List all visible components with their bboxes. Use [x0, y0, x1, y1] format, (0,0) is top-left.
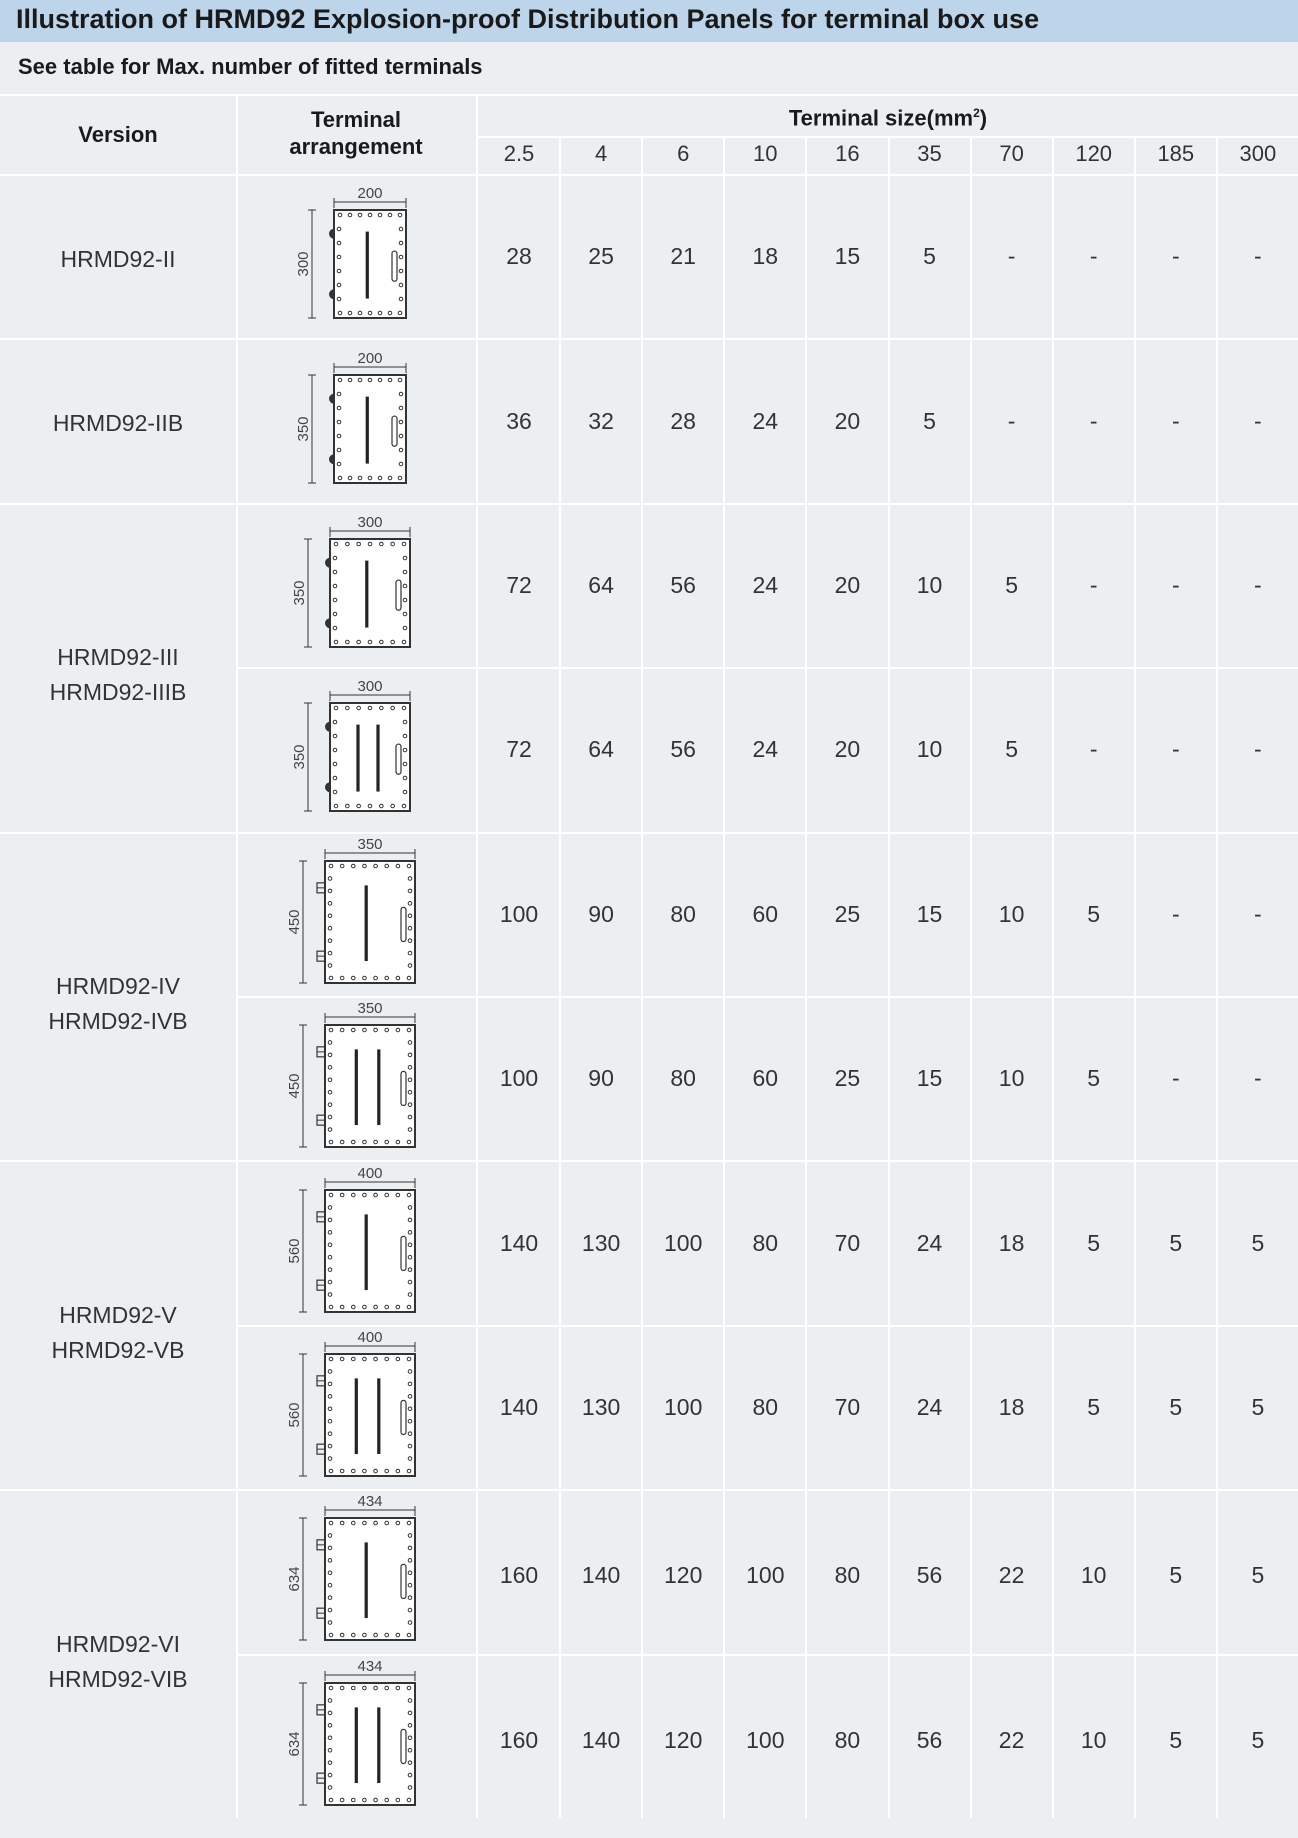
terminal-arrangement-header: Terminal arrangement: [289, 107, 423, 159]
terminal-size-label: 70: [999, 141, 1024, 166]
table-cell: 56: [670, 736, 696, 763]
table-cell: 160: [499, 1562, 539, 1589]
table-cell: -: [1171, 407, 1180, 434]
table-cell: 20: [834, 407, 861, 434]
terminal-arrangement-diagram: [294, 184, 426, 324]
hinge-icon: [325, 558, 330, 568]
table-cell: 24: [916, 1229, 943, 1256]
terminal-arrangement-diagram: [285, 1657, 435, 1811]
width-dimension-label: 300: [357, 678, 383, 696]
din-rail: [355, 1378, 358, 1454]
enclosure-outline: [334, 375, 406, 483]
table-cell: 22: [998, 1726, 1025, 1753]
table-cell: 60: [752, 900, 779, 927]
height-dimension-label: 560: [286, 1238, 303, 1264]
terminal-arrangement-diagram: [285, 1164, 435, 1318]
grid-line: [236, 1654, 1298, 1656]
table-cell: 90: [588, 900, 614, 927]
table-cell: 15: [834, 243, 861, 270]
table-cell: 130: [581, 1229, 621, 1256]
table-cell: 10: [916, 736, 943, 763]
grid-line: [0, 832, 1298, 834]
grid-line: [236, 1325, 1298, 1327]
grid-line: [236, 94, 238, 1818]
terminal-arrangement-diagram: [285, 835, 435, 989]
table-cell: 18: [998, 1394, 1025, 1420]
table-cell: 80: [670, 900, 696, 927]
terminal-arrangement-diagram: [294, 349, 426, 489]
table-cell: 22: [998, 1562, 1025, 1589]
height-dimension-label: 634: [286, 1566, 303, 1592]
table-cell: 10: [1080, 1726, 1107, 1753]
din-rail: [366, 232, 369, 299]
table-cell: 70: [834, 1229, 861, 1256]
table-cell: -: [1254, 900, 1262, 927]
table-cell: 5: [1169, 1229, 1183, 1256]
table-cell: 5: [1169, 1394, 1183, 1420]
table-cell: 18: [998, 1229, 1025, 1256]
grid-line: [0, 94, 1298, 96]
terminal-arrangement-diagram: [290, 513, 430, 653]
terminal-size-label: 185: [1157, 141, 1195, 166]
table-cell: -: [1254, 736, 1262, 763]
table-cell: -: [1171, 243, 1180, 270]
grid-line: [0, 174, 1298, 176]
table-cell: 100: [499, 900, 539, 927]
hinge-icon: [329, 393, 334, 403]
din-rail: [356, 725, 359, 792]
height-dimension-label: 634: [286, 1731, 303, 1757]
table-cell: 5: [1005, 572, 1018, 598]
width-dimension-label: 300: [357, 514, 383, 531]
table-cell: -: [1171, 900, 1180, 927]
table-cell: 64: [588, 572, 614, 598]
table-cell: 10: [1080, 1562, 1107, 1589]
width-dimension-label: 434: [357, 1657, 383, 1675]
version-name: HRMD92-VI HRMD92-VIB: [48, 1630, 188, 1692]
table-cell: 25: [588, 243, 614, 270]
width-dimension-label: 400: [357, 1329, 383, 1346]
table-cell: 140: [581, 1726, 621, 1753]
din-rail: [377, 1050, 380, 1126]
height-dimension-label: 560: [286, 1402, 303, 1428]
din-rail: [355, 1707, 358, 1783]
din-rail: [366, 396, 369, 463]
table-cell: 15: [916, 1065, 943, 1092]
height-dimension-label: 450: [286, 1073, 303, 1099]
table-cell: -: [1007, 407, 1016, 434]
table-cell: 80: [752, 1394, 779, 1420]
table-cell: -: [1089, 407, 1098, 434]
din-rail: [376, 725, 379, 792]
terminal-size-label: 300: [1239, 141, 1277, 166]
table-cell: -: [1171, 1065, 1180, 1092]
table-cell: 36: [506, 407, 532, 434]
table-cell: 80: [834, 1726, 861, 1753]
terminal-size-label: 2.5: [503, 141, 535, 166]
din-rail: [365, 1543, 368, 1619]
table-cell: 5: [1251, 1394, 1265, 1420]
table-cell: 60: [752, 1065, 779, 1092]
grid-line: [0, 1160, 1298, 1162]
terminal-size-label: 4: [594, 141, 608, 166]
table-cell: 56: [670, 572, 696, 598]
table-cell: 10: [998, 1065, 1025, 1092]
table-cell: 15: [916, 900, 943, 927]
table-cell: -: [1171, 736, 1180, 763]
width-dimension-label: 350: [357, 1000, 383, 1018]
grid-line: [0, 1489, 1298, 1491]
table-cell: 5: [1087, 1229, 1101, 1256]
table-cell: -: [1089, 243, 1098, 270]
terminal-arrangement-diagram: [290, 677, 430, 817]
version-name: HRMD92-IIB: [52, 410, 184, 437]
grid-line: [236, 667, 1298, 669]
table-cell: 64: [588, 736, 614, 763]
table-cell: 160: [499, 1726, 539, 1753]
table-cell: -: [1254, 407, 1262, 434]
terminal-size-label: 10: [753, 141, 778, 166]
hinge-icon: [325, 722, 330, 732]
table-cell: 25: [834, 1065, 861, 1092]
table-cell: 80: [834, 1562, 861, 1589]
width-dimension-label: 350: [357, 835, 383, 853]
din-rail: [377, 1707, 380, 1783]
hinge-icon: [329, 289, 334, 299]
din-rail: [365, 885, 368, 961]
table-cell: 5: [1087, 1065, 1101, 1092]
width-dimension-label: 434: [357, 1493, 383, 1511]
grid-line: [0, 338, 1298, 340]
enclosure-outline: [334, 210, 406, 318]
terminal-size-label: 16: [835, 141, 860, 166]
width-dimension-label: 400: [357, 1164, 383, 1182]
table-cell: 72: [506, 572, 532, 598]
table-cell: 72: [506, 736, 532, 763]
table-cell: 21: [670, 243, 696, 270]
table-cell: 130: [581, 1394, 621, 1420]
table-cell: 56: [916, 1726, 943, 1753]
table-cell: 5: [1169, 1726, 1183, 1753]
terminal-size-header: Terminal $size(mm^2)$: [788, 105, 988, 131]
din-rail: [355, 1050, 358, 1126]
table-cell: 140: [499, 1229, 539, 1256]
grid-line: [0, 503, 1298, 505]
hinge-icon: [329, 454, 334, 464]
table-cell: 24: [752, 407, 779, 434]
table-cell: -: [1254, 572, 1262, 598]
height-dimension-label: 350: [291, 580, 308, 606]
table-cell: 5: [1087, 900, 1101, 927]
table-cell: 100: [746, 1562, 785, 1589]
table-cell: 28: [506, 243, 532, 270]
hinge-icon: [325, 783, 330, 793]
table-cell: 20: [834, 736, 861, 763]
table-cell: 100: [746, 1726, 785, 1753]
terminal-size-label: 35: [917, 141, 942, 166]
table-cell: 100: [499, 1065, 539, 1092]
table-cell: 90: [588, 1065, 614, 1092]
table-cell: 20: [834, 572, 861, 598]
table-cell: 5: [1169, 1562, 1183, 1589]
table-cell: 10: [916, 572, 943, 598]
table-cell: 120: [664, 1726, 703, 1753]
terminal-size-label: 6: [677, 141, 690, 166]
version-header: Version: [78, 122, 158, 147]
page-title: Illustration of HRMD92 Explosion-proof Distribution Panels for terminal box use: [16, 4, 1040, 34]
hinge-icon: [329, 229, 334, 239]
page-subtitle: See table for Max. number of fitted terminals: [18, 54, 483, 79]
table-cell: 28: [670, 407, 696, 434]
height-dimension-label: 450: [286, 909, 303, 935]
terminal-size-label: 120: [1075, 141, 1113, 166]
terminal-arrangement-diagram: [285, 1492, 435, 1646]
terminal-arrangement-diagram: [285, 1328, 435, 1482]
table-cell: 80: [752, 1229, 779, 1256]
din-rail: [365, 561, 368, 628]
table-cell: 5: [1087, 1394, 1101, 1420]
table-cell: 5: [923, 243, 936, 270]
table-cell: 32: [588, 407, 614, 434]
table-cell: 18: [752, 243, 779, 270]
table-cell: 5: [923, 407, 936, 434]
table-cell: 80: [670, 1065, 696, 1092]
table-cell: 24: [916, 1394, 943, 1420]
grid-line: [236, 996, 1298, 998]
table-cell: 5: [1251, 1726, 1265, 1753]
table-cell: 140: [581, 1562, 621, 1589]
table-cell: -: [1254, 1065, 1262, 1092]
table-cell: -: [1254, 243, 1262, 270]
terminal-arrangement-diagram: [285, 999, 435, 1153]
enclosure-outline: [330, 539, 410, 647]
table-cell: 10: [998, 900, 1025, 927]
table-cell: 100: [664, 1229, 703, 1256]
table-cell: -: [1171, 572, 1180, 598]
table-cell: 56: [916, 1562, 943, 1589]
height-dimension-label: 350: [295, 416, 312, 442]
table-cell: 100: [664, 1394, 703, 1420]
hinge-icon: [325, 618, 330, 628]
grid-line: [476, 94, 478, 1818]
din-rail: [377, 1378, 380, 1454]
table-cell: -: [1007, 243, 1016, 270]
table-cell: 24: [752, 572, 779, 598]
version-name: HRMD92-II: [60, 245, 176, 272]
height-dimension-label: 350: [291, 744, 308, 770]
table-cell: -: [1089, 736, 1098, 763]
enclosure-outline: [330, 703, 410, 811]
din-rail: [365, 1214, 368, 1290]
table-cell: 5: [1251, 1229, 1265, 1256]
table-cell: 5: [1005, 736, 1018, 763]
width-dimension-label: 200: [357, 349, 383, 367]
table-cell: 24: [752, 736, 779, 763]
table-cell: 5: [1251, 1562, 1265, 1589]
version-name: HRMD92-V HRMD92-VB: [51, 1301, 185, 1363]
width-dimension-label: 200: [357, 185, 383, 203]
version-name: HRMD92-IV HRMD92-IVB: [48, 973, 188, 1034]
table-cell: 25: [834, 900, 861, 927]
table-cell: -: [1089, 572, 1098, 598]
version-name: HRMD92-III HRMD92-IIIB: [49, 644, 187, 706]
height-dimension-label: 300: [295, 251, 312, 277]
table-cell: 120: [664, 1562, 703, 1589]
table-cell: 70: [834, 1394, 861, 1420]
table-cell: 140: [499, 1394, 539, 1420]
